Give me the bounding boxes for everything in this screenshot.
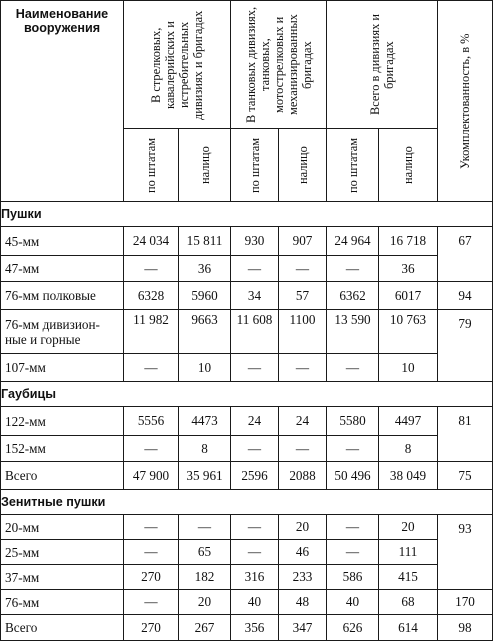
cell: — [124, 515, 179, 540]
table-row [1, 565, 493, 590]
cell: 233 [279, 565, 327, 590]
cell: — [124, 436, 179, 462]
cell: 57 [279, 282, 327, 310]
cell: — [327, 354, 379, 382]
table-row-total [1, 462, 493, 490]
cell: 267 [179, 615, 231, 641]
cell: 6328 [124, 282, 179, 310]
col-header-group-rifle: В стрелковых, кавалерийских и истребительных дивизиях и бригадах [124, 1, 231, 129]
table-row [1, 590, 493, 615]
row-label: 122-мм [1, 407, 124, 436]
cell: 11 982 [124, 310, 179, 354]
cell: 48 [279, 590, 327, 615]
col-header-by-staff: по штатам [231, 129, 279, 202]
row-label: Всего [1, 462, 124, 490]
cell: 16 718 [379, 227, 438, 256]
cell: 907 [279, 227, 327, 256]
cell: — [124, 354, 179, 382]
col-header-on-hand: налицо [379, 129, 438, 202]
row-label: 37-мм [1, 565, 124, 590]
cell: 415 [379, 565, 438, 590]
cell: 40 [231, 590, 279, 615]
table-row [1, 282, 493, 310]
cell: 24 034 [124, 227, 179, 256]
header-row-groups [1, 1, 493, 129]
cell: 586 [327, 565, 379, 590]
cell: — [279, 354, 327, 382]
cell: 614 [379, 615, 438, 641]
cell: — [124, 590, 179, 615]
col-header-group-total: Всего в дивизиях и бригадах [327, 1, 438, 129]
cell: 8 [379, 436, 438, 462]
pct-cell: 79 [438, 310, 493, 382]
cell: 24 [231, 407, 279, 436]
cell: 6017 [379, 282, 438, 310]
cell: — [231, 256, 279, 282]
cell: 65 [179, 540, 231, 565]
cell: 1100 [279, 310, 327, 354]
cell: 20 [379, 515, 438, 540]
section-guns: Пушки [1, 202, 493, 227]
pct-cell: 93 [438, 515, 493, 590]
table-row [1, 540, 493, 565]
cell: 15 811 [179, 227, 231, 256]
table-row [1, 436, 493, 462]
cell: 930 [231, 227, 279, 256]
cell: 8 [179, 436, 231, 462]
cell: — [124, 256, 179, 282]
table-row [1, 227, 493, 256]
row-label: 25-мм [1, 540, 124, 565]
cell: 20 [179, 590, 231, 615]
cell: 20 [279, 515, 327, 540]
cell: 38 049 [379, 462, 438, 490]
col-header-on-hand: налицо [179, 129, 231, 202]
cell: — [327, 436, 379, 462]
section-row [1, 490, 493, 515]
cell: — [179, 515, 231, 540]
col-header-name: Наименование вооружения [1, 1, 124, 202]
cell: 24 964 [327, 227, 379, 256]
cell: 5556 [124, 407, 179, 436]
table-row [1, 515, 493, 540]
col-header-by-staff: по штатам [327, 129, 379, 202]
cell: 2596 [231, 462, 279, 490]
section-row [1, 202, 493, 227]
cell: 5580 [327, 407, 379, 436]
cell: 10 763 [379, 310, 438, 354]
cell: 47 900 [124, 462, 179, 490]
cell: — [231, 354, 279, 382]
cell: 4497 [379, 407, 438, 436]
cell: 10 [379, 354, 438, 382]
cell: 24 [279, 407, 327, 436]
row-label: 152-мм [1, 436, 124, 462]
row-label: 76-мм полковые [1, 282, 124, 310]
cell: 4473 [179, 407, 231, 436]
cell: 356 [231, 615, 279, 641]
cell: 182 [179, 565, 231, 590]
cell: — [327, 515, 379, 540]
cell: 270 [124, 565, 179, 590]
cell: 40 [327, 590, 379, 615]
row-label: 107-мм [1, 354, 124, 382]
cell: 316 [231, 565, 279, 590]
pct-cell: 94 [438, 282, 493, 310]
col-header-pct: Укомплектованность, в % [438, 1, 493, 202]
col-header-group-tank: В танковых дивизиях, танковых, мотострелковых и механизированных бригадах [231, 1, 327, 129]
cell: 34 [231, 282, 279, 310]
cell: 36 [179, 256, 231, 282]
cell: 9663 [179, 310, 231, 354]
cell: 5960 [179, 282, 231, 310]
row-label: Всего [1, 615, 124, 641]
cell: 46 [279, 540, 327, 565]
cell: 35 961 [179, 462, 231, 490]
pct-cell: 170 [438, 590, 493, 615]
row-label: 76-мм [1, 590, 124, 615]
cell: — [231, 436, 279, 462]
table-row [1, 407, 493, 436]
cell: 36 [379, 256, 438, 282]
cell: 347 [279, 615, 327, 641]
cell: 626 [327, 615, 379, 641]
pct-cell: 67 [438, 227, 493, 282]
cell: 11 608 [231, 310, 279, 354]
cell: 10 [179, 354, 231, 382]
cell: — [231, 540, 279, 565]
cell: — [124, 540, 179, 565]
cell: 13 590 [327, 310, 379, 354]
row-label: 45-мм [1, 227, 124, 256]
cell: — [279, 436, 327, 462]
row-label: 47-мм [1, 256, 124, 282]
table-row [1, 256, 493, 282]
cell: 2088 [279, 462, 327, 490]
cell: — [231, 515, 279, 540]
row-label: 76-мм дивизион- ные и горные [1, 310, 124, 354]
col-header-by-staff: по штатам [124, 129, 179, 202]
section-aa-guns: Зенитные пушки [1, 490, 493, 515]
pct-cell: 98 [438, 615, 493, 641]
table-row-total [1, 615, 493, 641]
cell: 270 [124, 615, 179, 641]
cell: 50 496 [327, 462, 379, 490]
cell: — [327, 540, 379, 565]
pct-cell: 75 [438, 462, 493, 490]
row-label: 20-мм [1, 515, 124, 540]
table-row [1, 310, 493, 354]
cell: — [327, 256, 379, 282]
cell: 68 [379, 590, 438, 615]
pct-cell: 81 [438, 407, 493, 462]
cell: 6362 [327, 282, 379, 310]
cell: 111 [379, 540, 438, 565]
section-howitzers: Гаубицы [1, 382, 493, 407]
col-header-on-hand: налицо [279, 129, 327, 202]
cell: — [279, 256, 327, 282]
table-row [1, 354, 493, 382]
section-row [1, 382, 493, 407]
